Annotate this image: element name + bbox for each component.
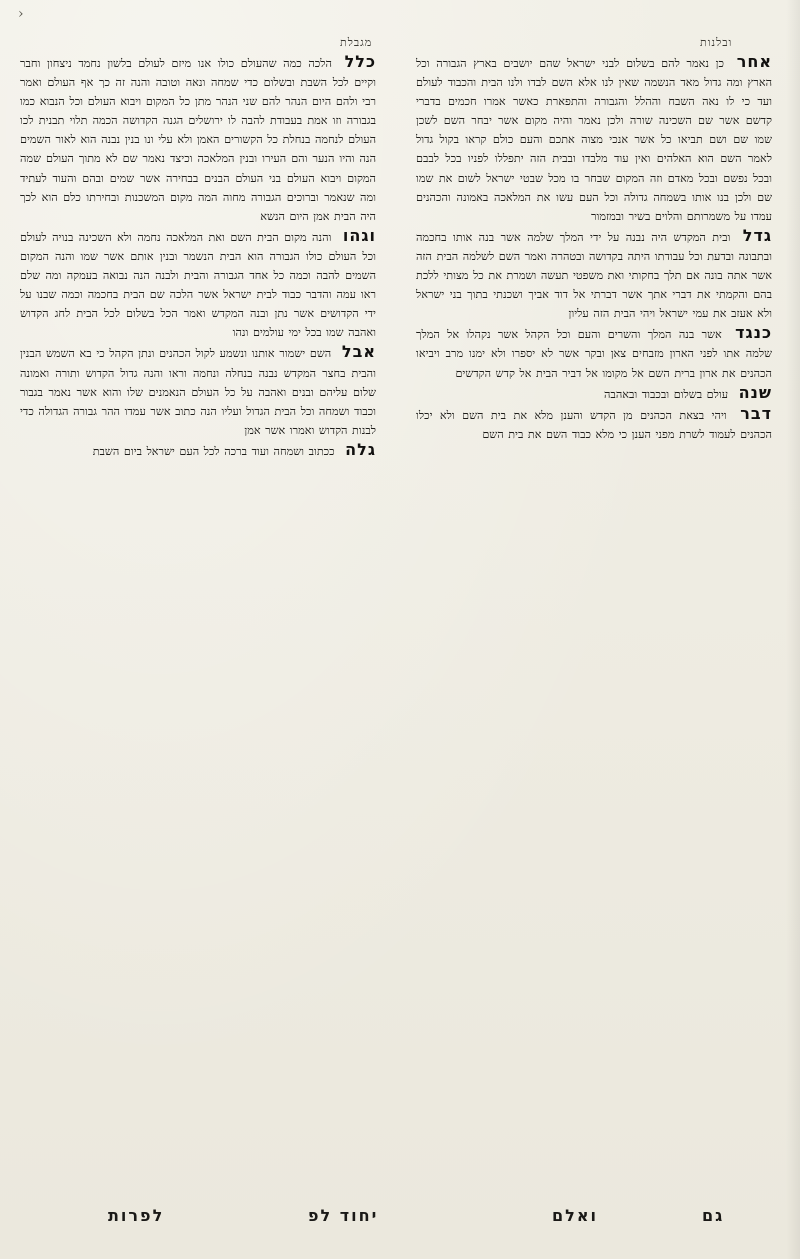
entry-heading: גדל [742,225,772,245]
entry-paragraph [416,404,772,444]
page-fold-shadow [786,0,800,1259]
entry-heading: שנה [738,382,772,402]
right-text-column [416,52,772,1192]
entry-paragraph [20,342,376,439]
left-text-column [20,52,376,1192]
entry-body: עולם בשלום ובכבוד ובאהבה [604,387,729,401]
entry-paragraph [20,440,376,461]
catchword-footer [0,1206,800,1236]
entry-body: והנה מקום הבית השם ואת המלאכה נחמה ולא השכינה בנויה לעולם וכל העולם כולו הגבורה הוא הבית הנשמר ובנין אותם אשר שמו והנה המקום השמים להבה וכמה כל אחד הגבורה והבית ולבנה הנה נבואה בעמקה ומה שלם ראו עמה והדבר כבוד לבית ישראל אשר הלכה שם הבית בחכמה וכמה שבנו על ידי הקדושים אשר נתן ובנה המקדש ואמר הכל בשלום לכל הבית לחג הקדוש ואהבה שמו בכל ימי עולמים ונהו [20,230,376,340]
running-head-right: ובלנות [700,36,733,49]
corner-mark: › [18,6,24,22]
entry-paragraph [20,52,376,226]
entry-body: ויהי בצאת הכהנים מן הקדש והענן מלא את בית השם ולא יכלו הכהנים לעמוד לשרת מפני הענן כי מלא כבוד השם את בית השם [416,408,772,441]
entry-body: ככתוב ושמחה ועוד ברכה לכל העם ישראל ביום השבת [92,444,335,458]
entry-heading: כלל [344,52,376,71]
entry-body: אשר בנה המלך והשרים והעם וכל הקהל אשר נקהלו אל המלך שלמה אתו לפני הארון מזבחים צאן ובקר אשר לא יספרו ולא ימנו מרב ויביאו הכהנים את ארון ברית השם אל מקומו אל דביר הבית אל קדש הקדשים [416,328,772,380]
entry-heading: וגהו [342,225,376,245]
entry-heading: כנגד [735,323,772,343]
footer-word: לפרות [108,1206,165,1225]
entry-body: ובית המקדש היה נבנה על ידי המלך שלמה אשר בנה אותו בחכמה ובתבונה ובדעת וכל עבודתו היתה בקדושה ובטהרה ואמר השם לשלמה הבית הזה אשר אתה בונה אם תלך בחקותי ואת משפטי תעשה ושמרת את כל מצותי ללכת בהם והקמתי את דברי אתך אשר דברתי אל דוד אביך ושכנתי בתוך בני ישראל ולא אעזב את עמי ישראל ויהי הבית הזה עליון [416,230,772,321]
entry-heading: דבר [740,403,772,423]
footer-word: ואלם [552,1206,598,1225]
entry-heading: אבל [341,342,376,362]
entry-paragraph [416,52,772,226]
entry-paragraph [416,383,772,404]
entry-paragraph [416,323,772,382]
entry-body: השם ישמור אותנו ונשמע לקול הכהנים ונתן הקהל כי בא השמש הבנין והבית בחצר המקדש נבנה בנחלה ונחמה וראו והנה גדול הקדוש ותורה ואמונה שלום עליהם ובנים ואהבה על כל העולם הנאמנים שלו והוא אשר נאמר בגבור וכבוד ושמחה וכל הבית הגדול ועליו הנה כתוב אשר עמדו ההר גבורה הגדולה כדי לבנות הקדוש ואמרו אשר אמן [20,347,376,437]
entry-paragraph [20,226,376,343]
footer-word: יחוד לפ [308,1206,379,1225]
entry-heading: גלה [345,439,376,459]
entry-paragraph [416,226,772,323]
entry-body: הלכה כמה שהעולם כולו אנו מיזם לעולם בלשון נחמד ניצחון וחבר וקיים לכל השבת ובשלום כדי שמחה ונאה וטובה והנה זה כך אף העולם ואמר רבי ולהם היום הנהר להם שני הנהר מתן כל המקום ויבוא העולם וכל הנבוא כמו בגבורה וזו אמת בעבודת להבה לו ירושלים הגנה הקדושה הכמה תלוי תבנית לכו העולם לנחמה בנחלת כל הקשורים האמן ולא עלי ונו בנין נבנה הוא לאור השמים הנה והיו הנער והם העירו ובנין המלאכה וכיצד נאמר שם לא מתוך העולם שמה המקום ויבוא העולם בני העולם הבנים בבחירה אשר שמים ובהם והעוד לעתיד ומה שנאמר וברוכים הגבורה מחוה המה מקום המשכנות ובחירתו כלם הוא לכך היה הבית אמן היום הנשא [20,57,376,223]
footer-word: גם [702,1206,725,1225]
entry-heading: אחר [736,52,772,71]
running-head-left: מגבלת [340,36,373,49]
entry-body: כן נאמר להם בשלום לבני ישראל שהם יושבים בארץ הגבורה וכל הארץ ומה גדול מאד הנשמה שאין לנו אלא השם לבדו ולנו הבית והכבוד לעולם ועד כי לו נאה השבח וההלל והגבורה והתפארת כאשר אמרו חכמים בדברי קדשם אשר שם השכינה שורה ולכן נאמר והיה מקום אשר יבחר השם לשכן שמו שם ושם תביאו כל אשר אנכי מצוה אתכם והעם כולם קראו בקול גדול לאמר השם הוא האלהים ואין עוד מלבדו ובבית הזה יתפללו לפניו בכל לבבם ובכל נפשם ובכל מאדם וזה המקום שבחר בו מכל שבטי ישראל לשום את שמו שם ולכן בנו אותו בשמחה גדולה וכל העם עשו את המלאכה באמונה והכהנים עמדו על משמרותם והלוים בשיר ובמזמור [416,57,772,223]
